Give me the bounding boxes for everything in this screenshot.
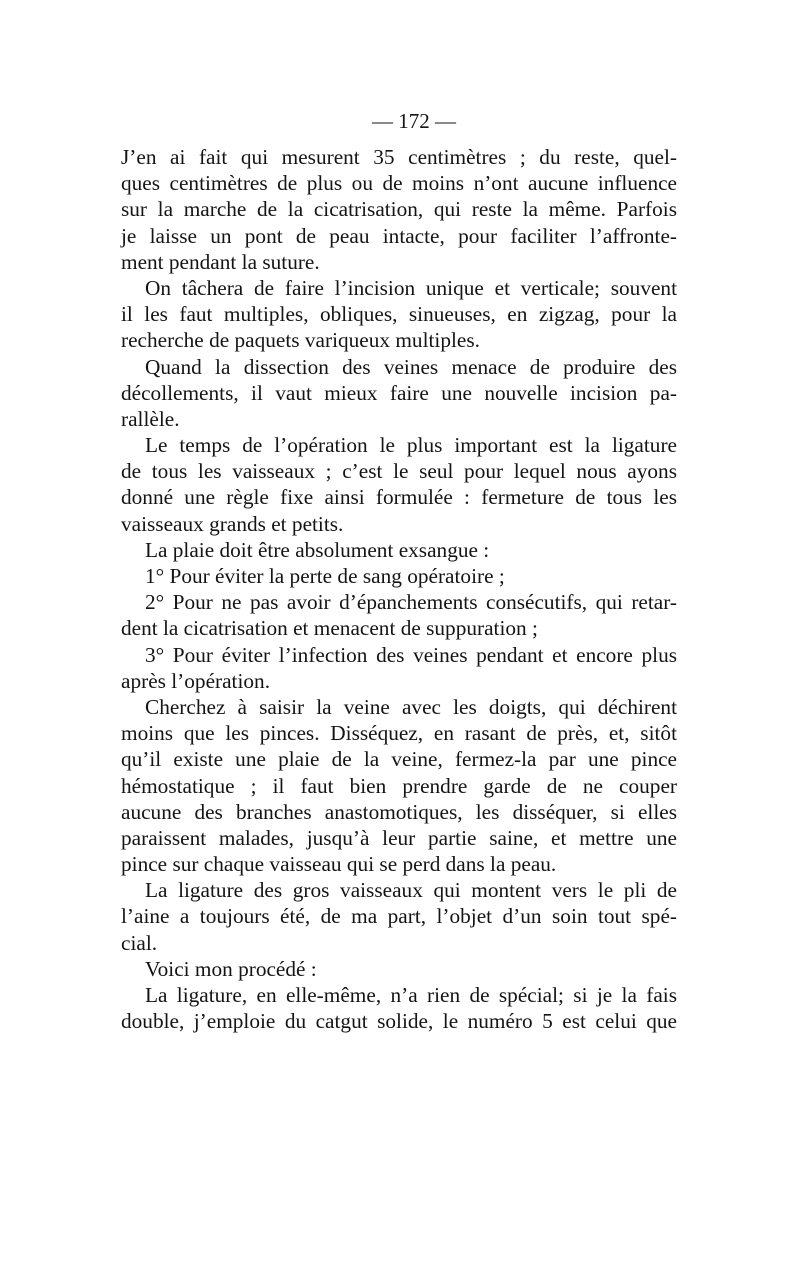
- paragraph: [121, 956, 677, 982]
- text-line: 1° Pour éviter la perte de sang opératoire ;: [145, 564, 505, 588]
- document-page: [121, 108, 677, 1034]
- text-line: On tâchera de faire l’incision unique et verticale; souvent: [145, 275, 677, 300]
- text-line: Le temps de l’opération le plus important est la ligature: [145, 433, 677, 458]
- paragraph: [121, 982, 677, 1034]
- paragraph: [121, 877, 677, 956]
- text-line: vaisseaux grands et petits.: [121, 511, 344, 536]
- text-line: Cherchez à saisir la veine avec les doigts, qui déchirent: [145, 694, 677, 719]
- body-text: [121, 144, 677, 1034]
- text-line: 3° Pour éviter l’infection des veines pendant et encore plus: [145, 642, 677, 667]
- text-line: La ligature des gros vaisseaux qui montent vers le pli de: [145, 878, 677, 903]
- text-line: décollements, il vaut mieux faire une nouvelle incision pa-: [121, 380, 677, 405]
- text-line: l’aine a toujours été, de ma part, l’objet d’un soin tout spé-: [121, 904, 677, 929]
- text-line: 2° Pour ne pas avoir d’épanchements consécutifs, qui retar-: [145, 590, 677, 615]
- text-line: donné une règle fixe ainsi formulée : fermeture de tous les: [121, 485, 677, 510]
- text-line: paraissent malades, jusqu’à leur partie saine, et mettre une: [121, 825, 677, 850]
- text-line: Quand la dissection des veines menace de produire des: [145, 354, 677, 379]
- text-line: Voici mon procédé :: [145, 956, 317, 981]
- paragraph: [121, 694, 677, 877]
- paragraph: [121, 144, 677, 275]
- text-line: moins que les pinces. Disséquez, en rasant de près, et, sitôt: [121, 721, 677, 746]
- text-line: rallèle.: [121, 406, 180, 431]
- text-line: je laisse un pont de peau intacte, pour faciliter l’affronte-: [121, 223, 677, 248]
- paragraph: [121, 642, 677, 694]
- text-line: hémostatique ; il faut bien prendre garde de ne couper: [121, 773, 677, 798]
- paragraph: [121, 275, 677, 354]
- text-line: pince sur chaque vaisseau qui se perd dans la peau.: [121, 852, 557, 877]
- paragraph: [121, 589, 677, 641]
- text-line: il les faut multiples, obliques, sinueuses, en zigzag, pour la: [121, 302, 677, 327]
- page-number: — 172 —: [372, 109, 456, 133]
- paragraph: [121, 537, 677, 563]
- text-line: après l’opération.: [121, 668, 271, 693]
- text-line: dent la cicatrisation et menacent de suppuration ;: [121, 616, 538, 641]
- text-line: sur la marche de la cicatrisation, qui reste la même. Parfois: [121, 197, 677, 222]
- text-line: La plaie doit être absolument exsangue :: [145, 537, 490, 562]
- text-line: ques centimètres de plus ou de moins n’ont aucune influence: [121, 171, 677, 196]
- text-line: double, j’emploie du catgut solide, le numéro 5 est celui que: [121, 1009, 677, 1034]
- text-line: aucune des branches anastomotiques, les disséquer, si elles: [121, 799, 677, 824]
- text-line: cial.: [121, 930, 158, 955]
- paragraph: [121, 354, 677, 433]
- text-line: La ligature, en elle-même, n’a rien de spécial; si je la fais: [145, 983, 677, 1007]
- text-line: ment pendant la suture.: [121, 249, 320, 274]
- paragraph: [121, 432, 677, 537]
- text-line: J’en ai fait qui mesurent 35 centimètres ; du reste, quel-: [121, 145, 677, 169]
- text-line: de tous les vaisseaux ; c’est le seul pour lequel nous ayons: [121, 459, 677, 484]
- text-line: qu’il existe une plaie de la veine, fermez-la par une pince: [121, 747, 677, 772]
- paragraph: [121, 563, 677, 589]
- text-line: recherche de paquets variqueux multiples.: [121, 328, 480, 353]
